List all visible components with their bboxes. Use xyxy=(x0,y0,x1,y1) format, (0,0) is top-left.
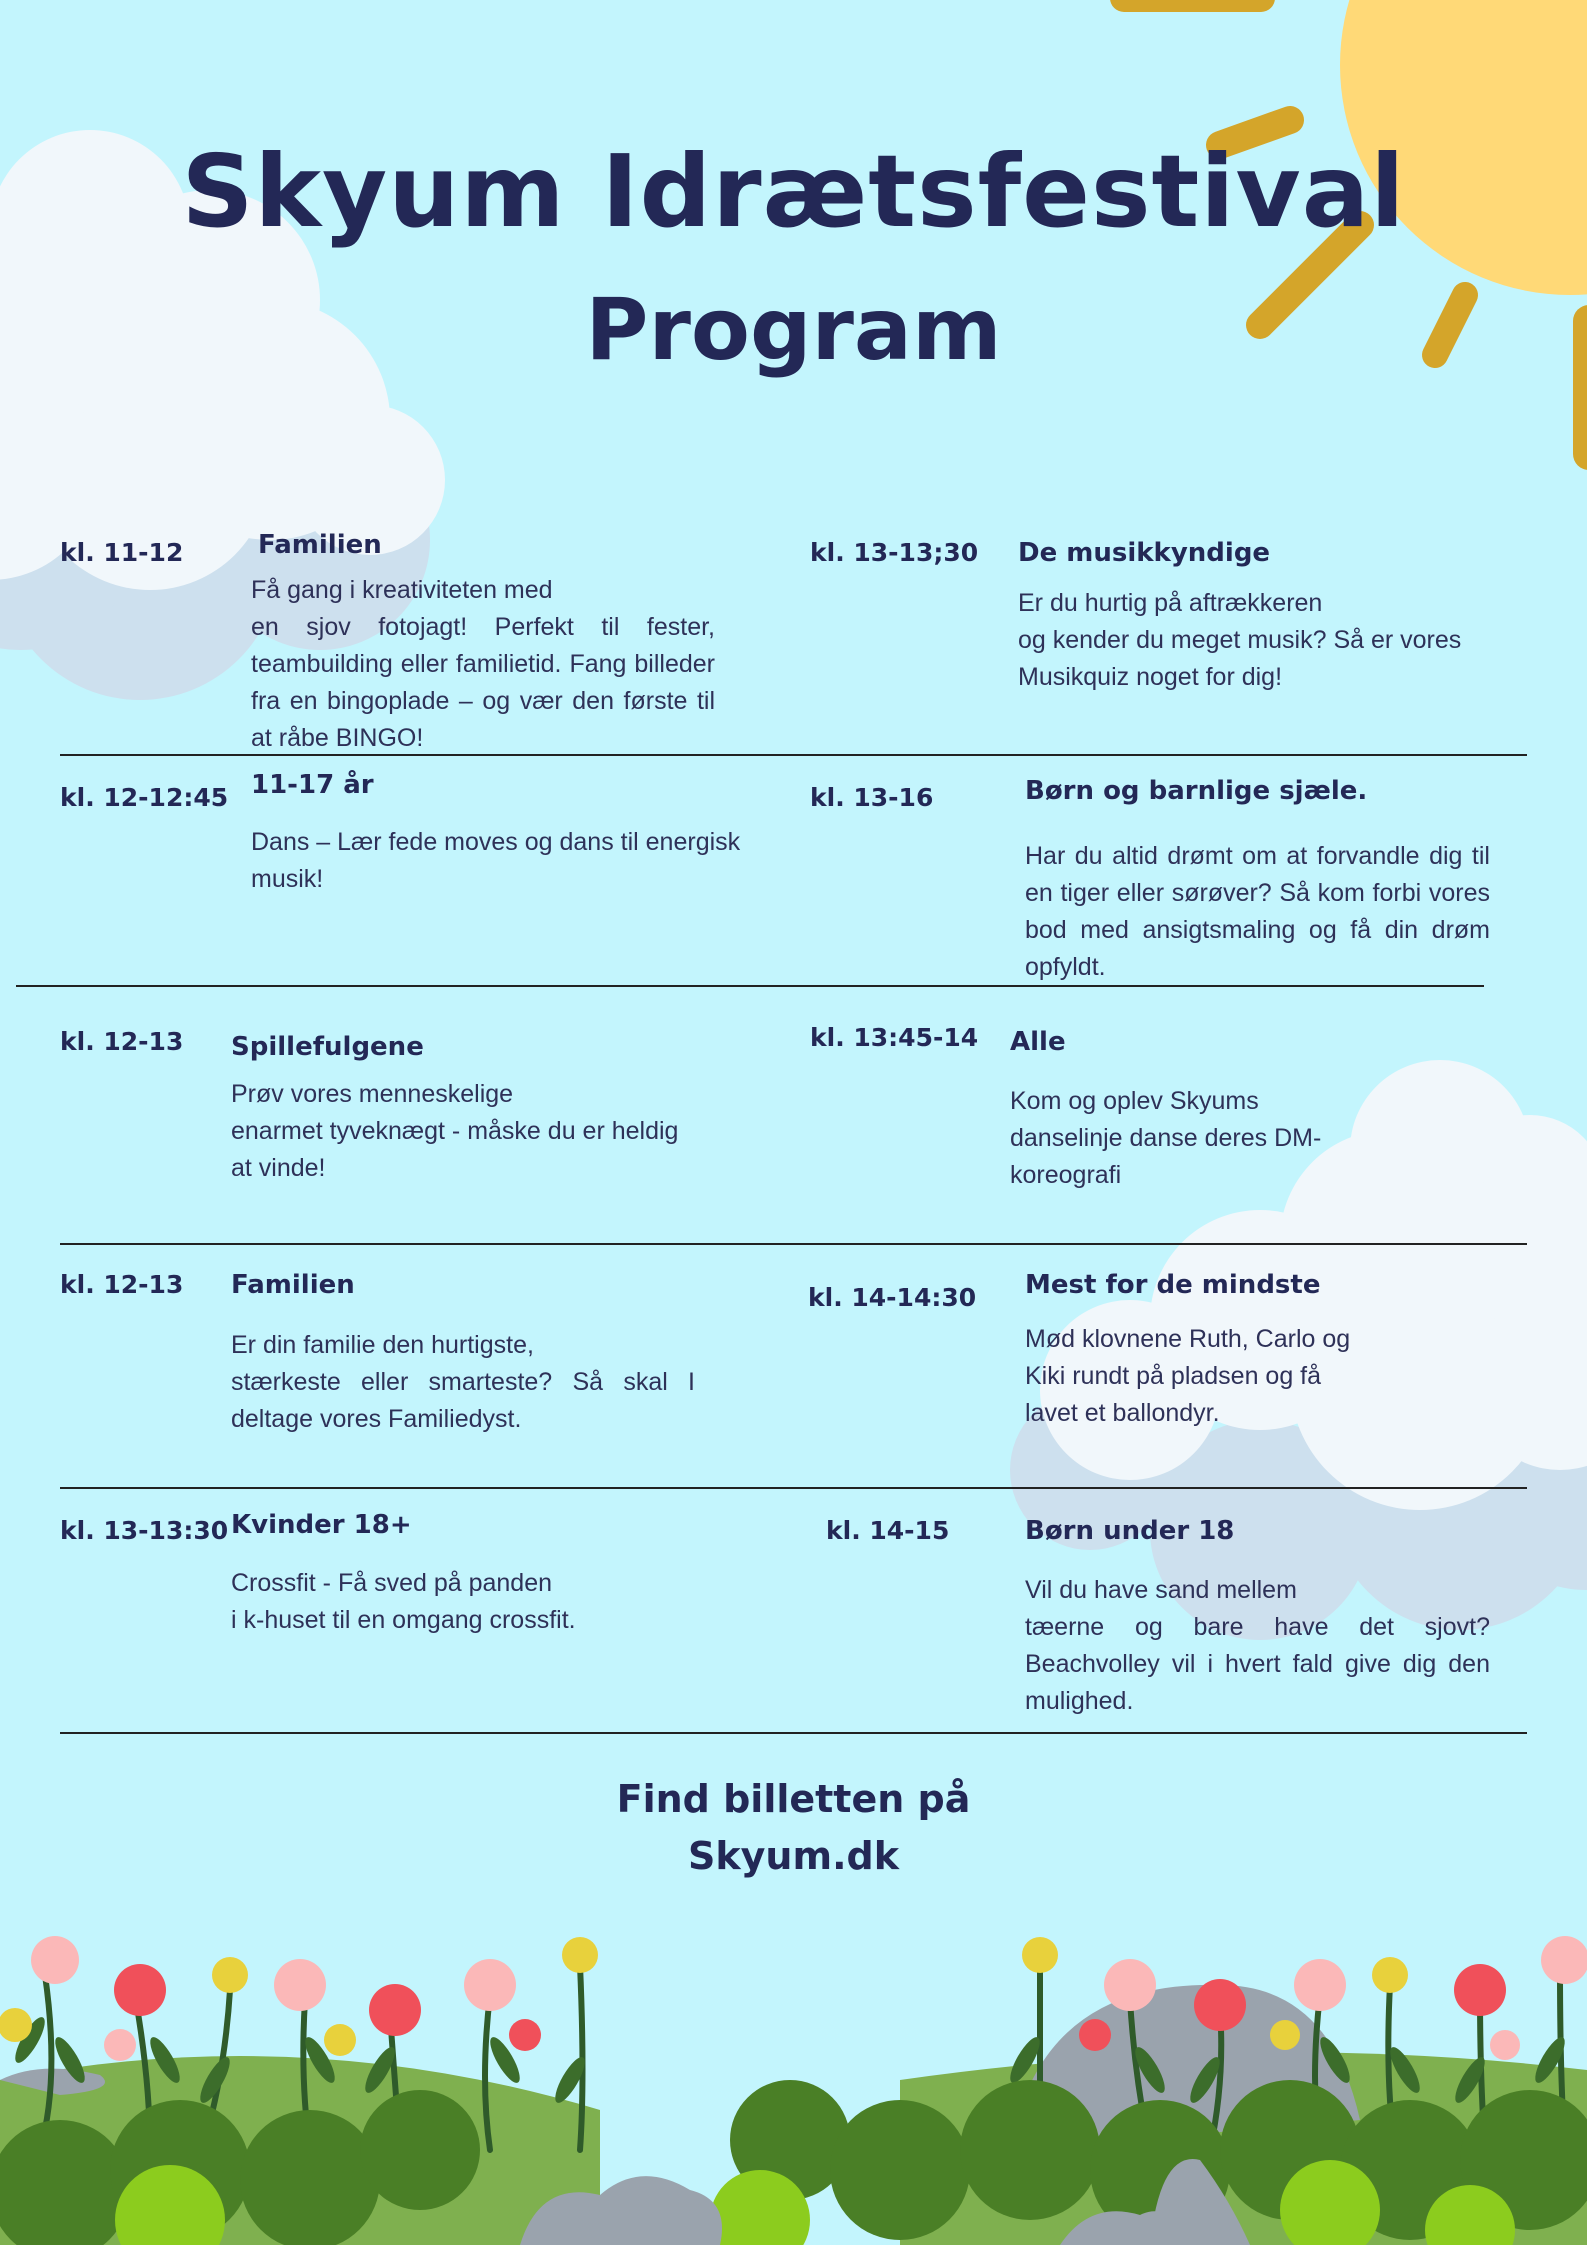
flowers-icon xyxy=(0,1936,1587,2061)
page-subtitle: Program xyxy=(585,280,1002,380)
event-heading: Børn under 18 xyxy=(1025,1516,1235,1546)
website-link[interactable]: Skyum.dk xyxy=(688,1834,899,1878)
event-heading: Mest for de mindste xyxy=(1025,1270,1321,1300)
divider xyxy=(60,754,1527,756)
event-description: Er du hurtig på aftrækkeren og kender du meget musik? Så er vores Musikquiz noget for dig! xyxy=(1018,589,1462,691)
divider xyxy=(60,1732,1527,1734)
event-heading: Børn og barnlige sjæle. xyxy=(1025,776,1368,806)
event-time: kl. 13-13;30 xyxy=(810,538,979,567)
event-heading: 11-17 år xyxy=(251,770,374,800)
divider xyxy=(60,1243,1527,1245)
event-description: Vil du have sand mellem tæerne og bare have det sjovt? Beachvolley vil i hvert fald give dig den mulighed. xyxy=(1025,1576,1490,1715)
event-heading: Familien xyxy=(258,530,382,560)
page-title: Skyum Idrætsfestival xyxy=(181,133,1406,250)
event-time: kl. 14-15 xyxy=(826,1516,950,1545)
divider xyxy=(60,1487,1527,1489)
event-heading: Alle xyxy=(1010,1027,1066,1057)
ticket-info: Find billetten på xyxy=(616,1777,971,1821)
event-description: Crossfit - Få sved på panden i k-huset til en omgang crossfit. xyxy=(231,1569,576,1634)
divider xyxy=(16,985,1484,987)
event-time: kl. 12-13 xyxy=(60,1027,184,1056)
event-time: kl. 12-12:45 xyxy=(60,783,229,812)
event-time: kl. 11-12 xyxy=(60,538,184,567)
event-time: kl. 13-13:30 xyxy=(60,1516,229,1545)
event-time: kl. 12-13 xyxy=(60,1270,184,1299)
event-heading: Familien xyxy=(231,1270,355,1300)
event-description: Er din familie den hurtigste, stærkeste eller smarteste? Så skal I deltage vores Familiedyst. xyxy=(231,1331,695,1433)
event-heading: Kvinder 18+ xyxy=(231,1510,412,1540)
event-time: kl. 14-14:30 xyxy=(808,1283,977,1312)
event-time: kl. 13-16 xyxy=(810,783,934,812)
event-description: Dans – Lær fede moves og dans til energisk musik! xyxy=(251,828,741,893)
event-description: Få gang i kreativiteten med en sjov fotojagt! Perfekt til fester, teambuilding eller familietid. Fang billeder fra en bingoplade – og vær den første til at råbe BINGO! xyxy=(251,576,715,752)
event-heading: De musikkyndige xyxy=(1018,538,1271,568)
event-description: Kom og oplev Skyums danselinje danse deres DM- koreografi xyxy=(1010,1087,1322,1189)
event-description: Prøv vores menneskelige enarmet tyveknægt - måske du er heldig at vinde! xyxy=(231,1080,679,1182)
event-time: kl. 13:45-14 xyxy=(810,1023,979,1052)
event-description: Mød klovnene Ruth, Carlo og Kiki rundt på pladsen og få lavet et ballondyr. xyxy=(1025,1325,1351,1427)
event-description: Har du altid drømt om at forvandle dig til en tiger eller sørøver? Så kom forbi vores bod med ansigtsmaling og få din drøm opfyldt. xyxy=(1025,842,1490,981)
event-heading: Spillefulgene xyxy=(231,1032,424,1062)
